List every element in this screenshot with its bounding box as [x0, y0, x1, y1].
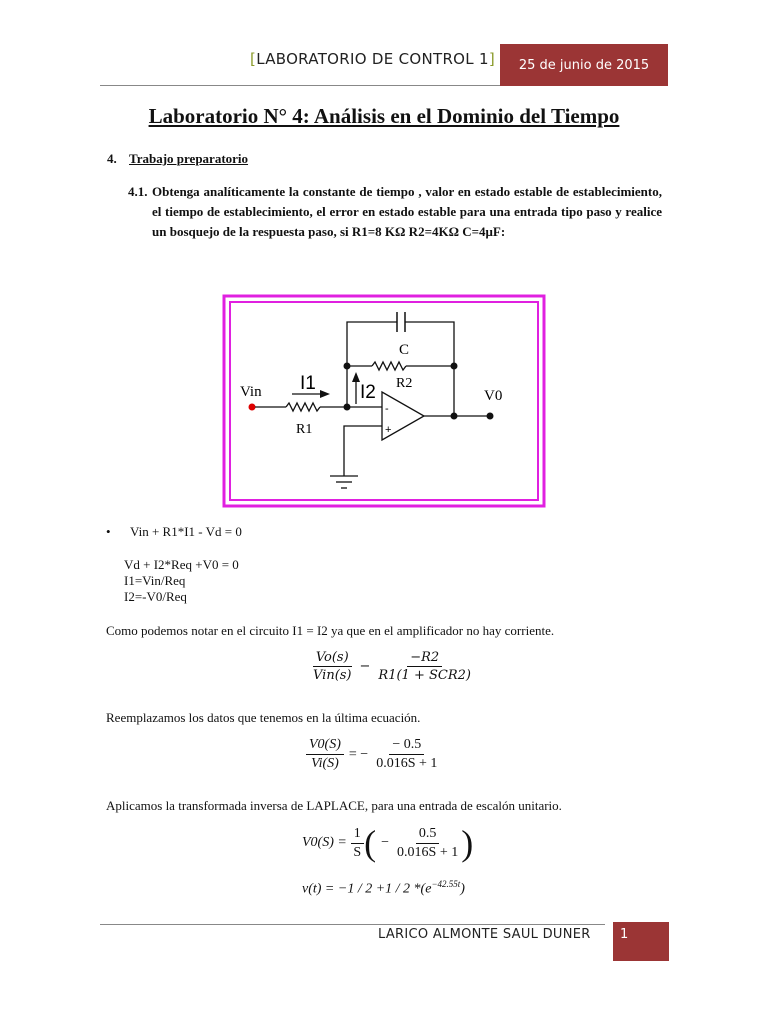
header-title	[190, 50, 495, 68]
resistor-r2	[372, 362, 406, 370]
section-title: Trabajo preparatorio	[129, 151, 249, 166]
footer-author: LARICO ALMONTE SAUL DUNER	[378, 927, 591, 942]
label-c: C	[399, 342, 410, 358]
formula-transfer-function: $\frac{Vo(s)}{\text{Vin(s)}}$ − $\frac{-R2}{\text{R1(1 + SCR2)}}$	[310, 650, 474, 683]
output-terminal	[487, 413, 494, 420]
lab-name: LABORATORIO DE CONTROL 1	[256, 50, 489, 68]
footer-divider	[100, 924, 605, 925]
fraction-v0-vi: $\frac{V0(S)}{Vi(S)}$	[306, 737, 344, 772]
question-number: 4.1.	[128, 184, 148, 199]
resistor-r1	[286, 403, 320, 411]
equation-2: Vd + I2*Req +V0 = 0	[124, 557, 239, 572]
header-divider	[100, 85, 500, 86]
section-number: 4.	[107, 151, 117, 166]
node-left-top	[344, 363, 351, 370]
equation-4: I2=-V0/Req	[124, 589, 187, 604]
footer-page-box	[613, 922, 669, 961]
formula-laplace: V0(S) = $\frac{1}{S}$ ( − $\frac{0.5}{0.016S + 1}$ )	[302, 823, 474, 863]
paragraph-1: Como podemos notar en el circuito I1 = I2 ya que en el amplificador no hay corriente.	[106, 623, 555, 638]
label-minus: -	[385, 403, 389, 415]
equation-1: Vin + R1*I1 - Vd = 0	[130, 524, 242, 539]
document-title: Laboratorio N° 4: Análisis en el Dominio del Tiempo	[148, 104, 620, 128]
formula-substituted: $\frac{V0(S)}{Vi(S)}$ = − $\frac{- 0.5}{0.016S + 1}$	[306, 737, 440, 772]
label-i1: I1	[300, 373, 316, 394]
node-right-top	[451, 363, 458, 370]
question-text: Obtenga analíticamente la constante de tiempo , valor en estado estable de establecimiento, el tiempo de establecimiento, el error en estado estable para una entrada tipo paso y realice un bosquejo de la respuesta paso, si R1=8 KΩ R2=4KΩ C=4μF:	[152, 184, 662, 239]
formula-time-response: v(t) = −1 / 2 +1 / 2 $*(e^{-42.55t})$	[302, 879, 465, 897]
bracket-open: [	[250, 50, 257, 68]
fraction-vo-vin: $\frac{Vo(s)}{\text{Vin(s)}}$	[313, 650, 352, 683]
label-r2: R2	[396, 376, 413, 391]
paragraph-2: Reemplazamos los datos que tenemos en la última ecuación.	[106, 710, 421, 725]
fraction-one-over-s: $\frac{1}{S}$	[350, 826, 364, 861]
label-i2: I2	[360, 382, 376, 403]
header-date: 25 de junio de 2015	[500, 44, 668, 86]
label-v0: V0	[484, 388, 503, 404]
bracket-close: ]	[488, 50, 495, 68]
section-heading	[107, 151, 248, 167]
label-r1: R1	[296, 422, 313, 437]
paragraph-3: Aplicamos la transformada inversa de LAPLACE, para una entrada de escalón unitario.	[106, 798, 562, 813]
equation-3: I1=Vin/Req	[124, 573, 186, 588]
fraction-values: $\frac{- 0.5}{0.016S + 1}$	[376, 737, 438, 771]
label-vin: Vin	[240, 384, 262, 400]
bullet-marker: •	[106, 524, 111, 539]
fraction-r2: $\frac{-R2}{\text{R1(1 + SCR2)}}$	[378, 650, 471, 683]
fraction-inner: $\frac{0.5}{0.016S + 1}$	[397, 825, 459, 860]
label-plus: +	[385, 424, 392, 436]
exponent: −42.55t	[431, 879, 461, 889]
node-output	[451, 413, 458, 420]
input-terminal	[249, 404, 256, 411]
page-number: 1	[620, 927, 629, 942]
circuit-diagram	[222, 294, 546, 508]
